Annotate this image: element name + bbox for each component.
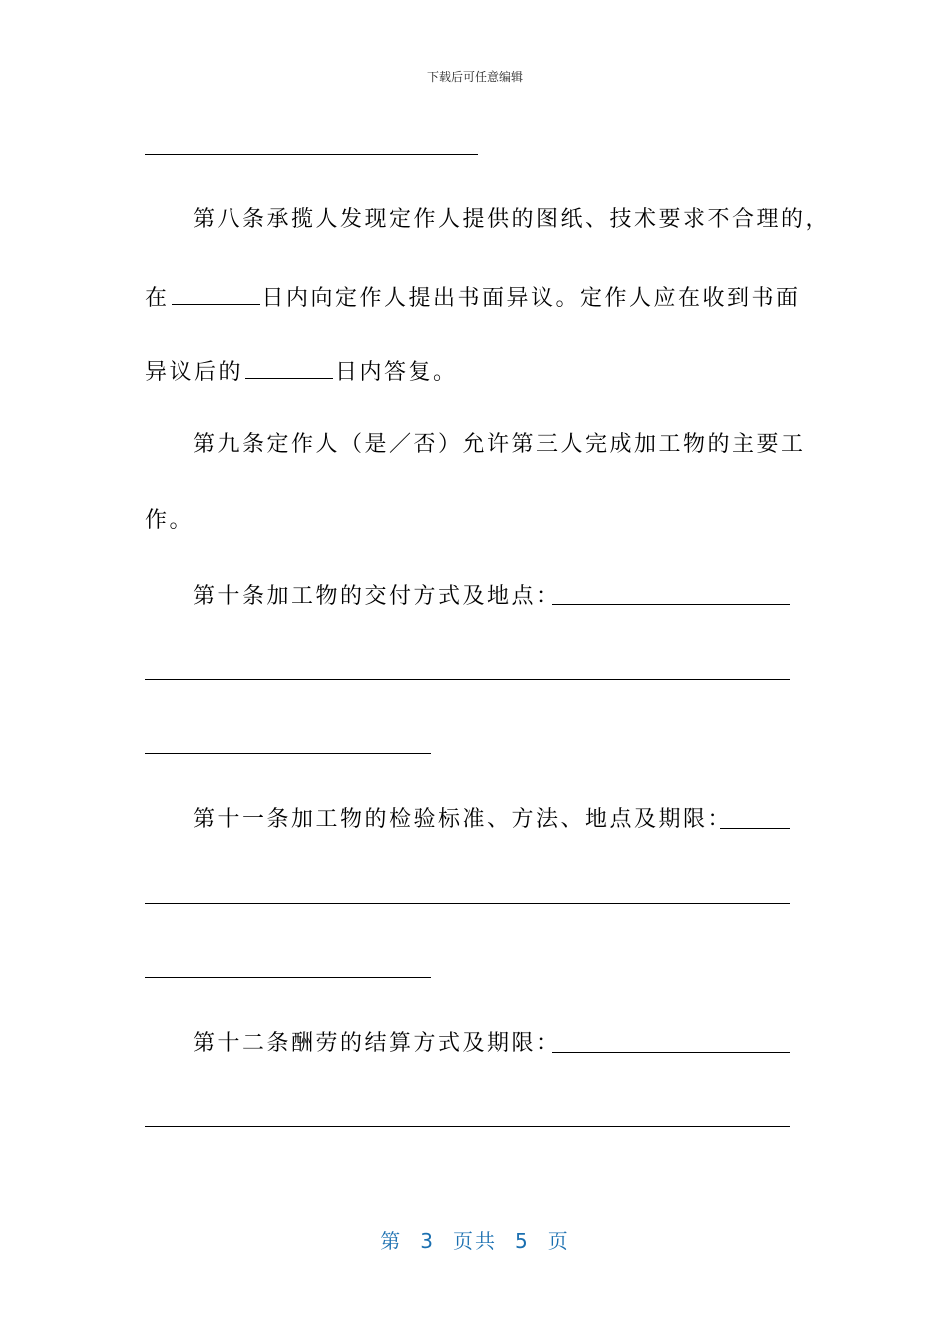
article-8-line-1: 第八条承揽人发现定作人提供的图纸、技术要求不合理的，	[193, 207, 831, 232]
article-10-blank-line-2[interactable]	[145, 753, 431, 754]
article-9-line-2: 作。	[145, 508, 195, 533]
article-11-blank-inline[interactable]	[720, 828, 790, 829]
article-8-line-3-pre: 异议后的	[145, 360, 244, 385]
article-8-line-2	[145, 282, 801, 314]
article-8-days-blank-1[interactable]	[172, 282, 260, 305]
article-12-blank-line-1[interactable]	[145, 1126, 790, 1127]
article-10-label: 第十条加工物的交付方式及地点：	[193, 584, 561, 609]
total-page-number: 5	[515, 1229, 530, 1253]
article-11-label: 第十一条加工物的检验标准、方法、地点及期限：	[193, 807, 733, 832]
header-note: 下载后可任意编辑	[426, 70, 523, 84]
article-8-days-blank-2[interactable]	[245, 356, 333, 379]
page-indicator	[0, 1225, 950, 1254]
article-9-line-1: 第九条定作人（是／否）允许第三人完成加工物的主要工	[193, 432, 806, 457]
page-prefix: 第	[380, 1229, 403, 1253]
continuation-blank-line	[145, 154, 478, 155]
article-8-line-2-pre: 在	[145, 286, 170, 311]
article-8-line-3-post: 日内答复。	[335, 360, 458, 385]
article-11-blank-line-1[interactable]	[145, 903, 790, 904]
article-8-line-2-post: 日内向定作人提出书面异议。定作人应在收到书面	[261, 286, 801, 311]
article-11-blank-line-2[interactable]	[145, 977, 431, 978]
article-12-label: 第十二条酬劳的结算方式及期限：	[193, 1031, 561, 1056]
article-10-blank-inline[interactable]	[552, 604, 790, 605]
article-10-blank-line-1[interactable]	[145, 679, 790, 680]
page-middle: 页共	[453, 1229, 497, 1253]
article-12-blank-inline[interactable]	[552, 1052, 790, 1053]
current-page-number: 3	[420, 1229, 435, 1253]
page-suffix: 页	[547, 1229, 570, 1253]
article-8-line-3	[145, 356, 458, 388]
